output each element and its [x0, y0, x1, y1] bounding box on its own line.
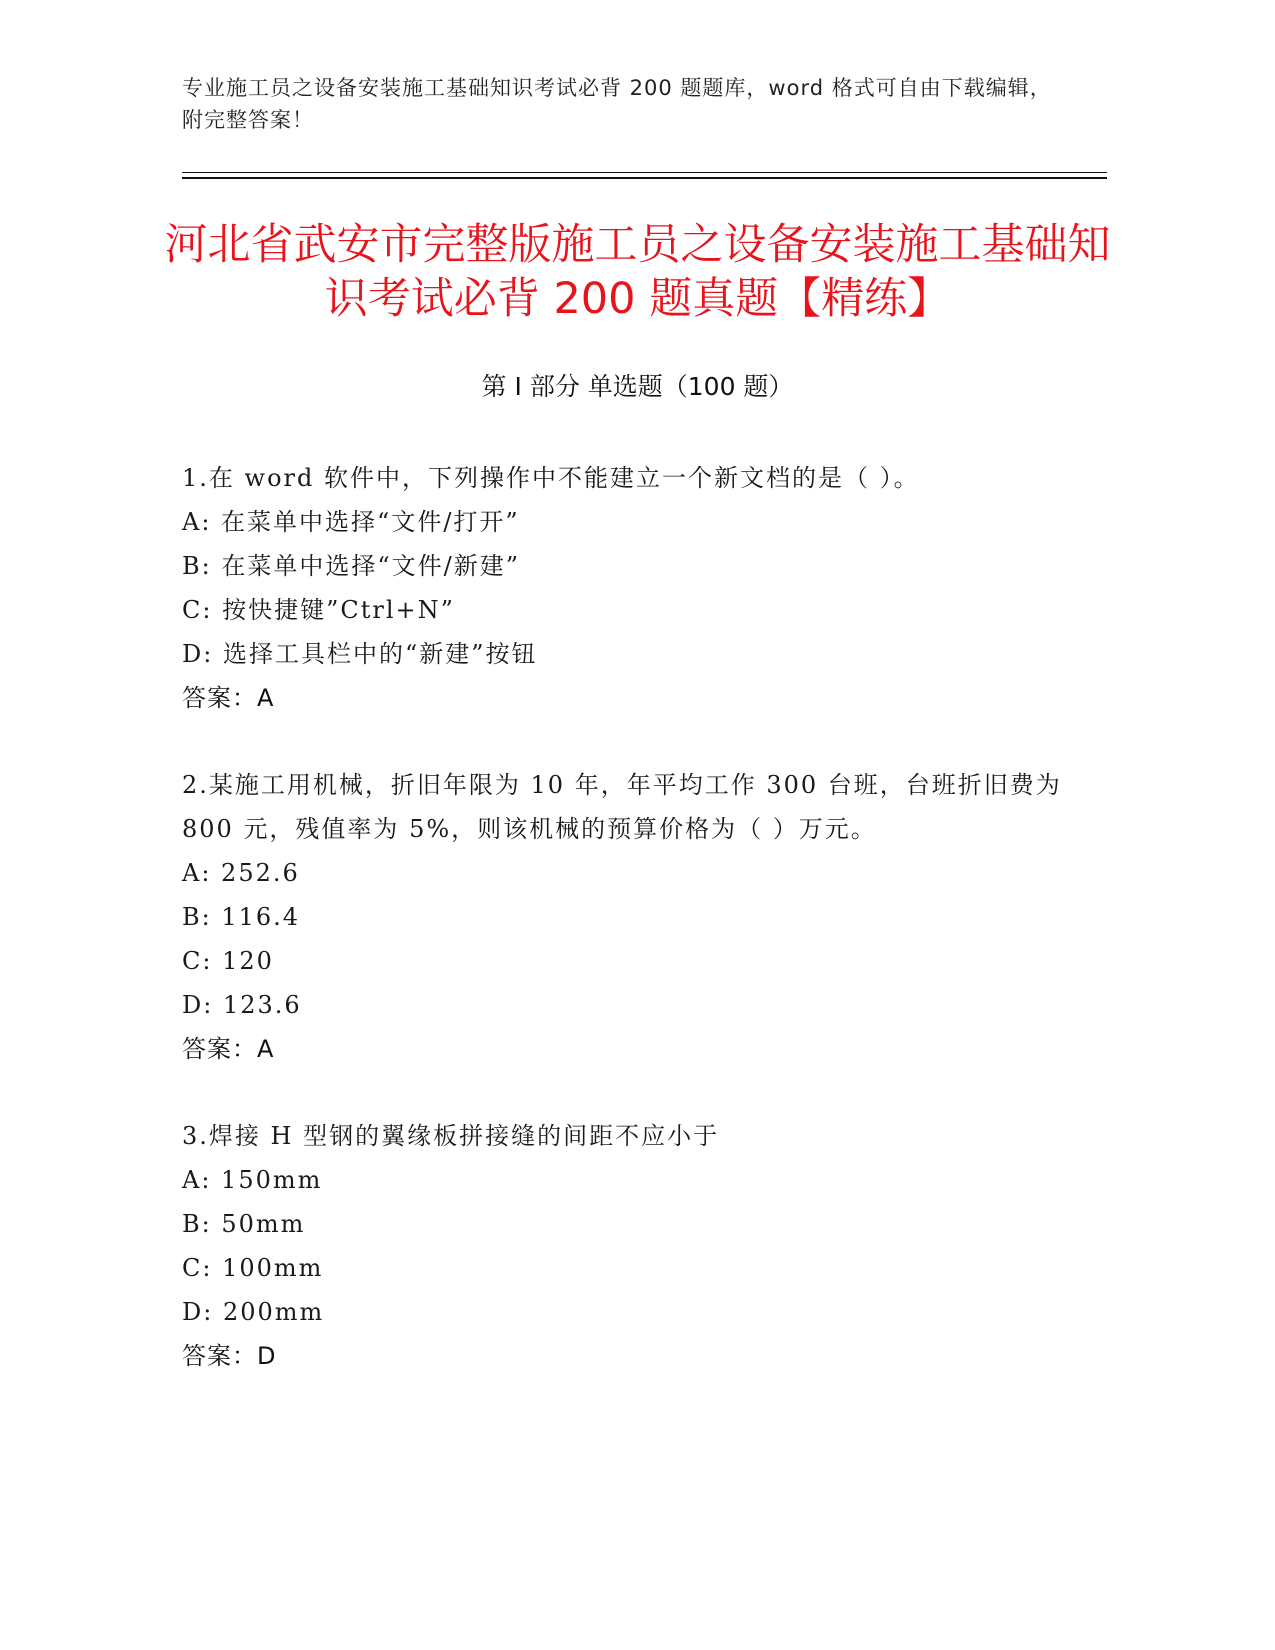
question-stem: 3.焊接 H 型钢的翼缘板拼接缝的间距不应小于 [182, 1122, 720, 1150]
option-c: C: 按快捷键”Ctrl+N” [182, 596, 455, 624]
option-a: A: 252.6 [182, 859, 300, 887]
answer: 答案：D [182, 1342, 277, 1370]
answer: 答案：A [182, 684, 275, 712]
option-b: B: 116.4 [182, 903, 301, 931]
question-spacer [182, 720, 1062, 763]
answer: 答案：A [182, 1035, 275, 1063]
option-b: B: 在菜单中选择“文件/新建” [182, 552, 520, 580]
question-1 [182, 456, 1062, 720]
question-stem: 1.在 word 软件中，下列操作中不能建立一个新文档的是（ ）。 [182, 464, 920, 492]
header-divider-thin [182, 172, 1107, 173]
document-title: 河北省武安市完整版施工员之设备安装施工基础知识考试必背 200 题真题【精练】 [164, 220, 1111, 324]
question-3 [182, 1114, 1062, 1378]
option-b: B: 50mm [182, 1210, 306, 1238]
option-a: A: 在菜单中选择“文件/打开” [182, 508, 520, 536]
option-c: C: 120 [182, 947, 274, 975]
question-spacer [182, 1071, 1062, 1114]
option-d: D: 200mm [182, 1298, 325, 1326]
question-stem: 2.某施工用机械，折旧年限为 10 年，年平均工作 300 台班，台班折旧费为 800 元，残值率为 5%，则该机械的预算价格为（ ）万元。 [182, 771, 1072, 843]
option-d: D: 选择工具栏中的“新建”按钮 [182, 640, 538, 668]
header-note: 专业施工员之设备安装施工基础知识考试必背 200 题题库，word 格式可自由下载编辑，附完整答案！ [182, 76, 1052, 132]
header-divider-thick [182, 177, 1107, 179]
option-d: D: 123.6 [182, 991, 302, 1019]
option-a: A: 150mm [182, 1166, 323, 1194]
question-2 [182, 763, 1072, 1071]
section-title: 第 I 部分 单选题（100 题） [481, 372, 794, 401]
question-list [182, 456, 1072, 1378]
option-c: C: 100mm [182, 1254, 324, 1282]
